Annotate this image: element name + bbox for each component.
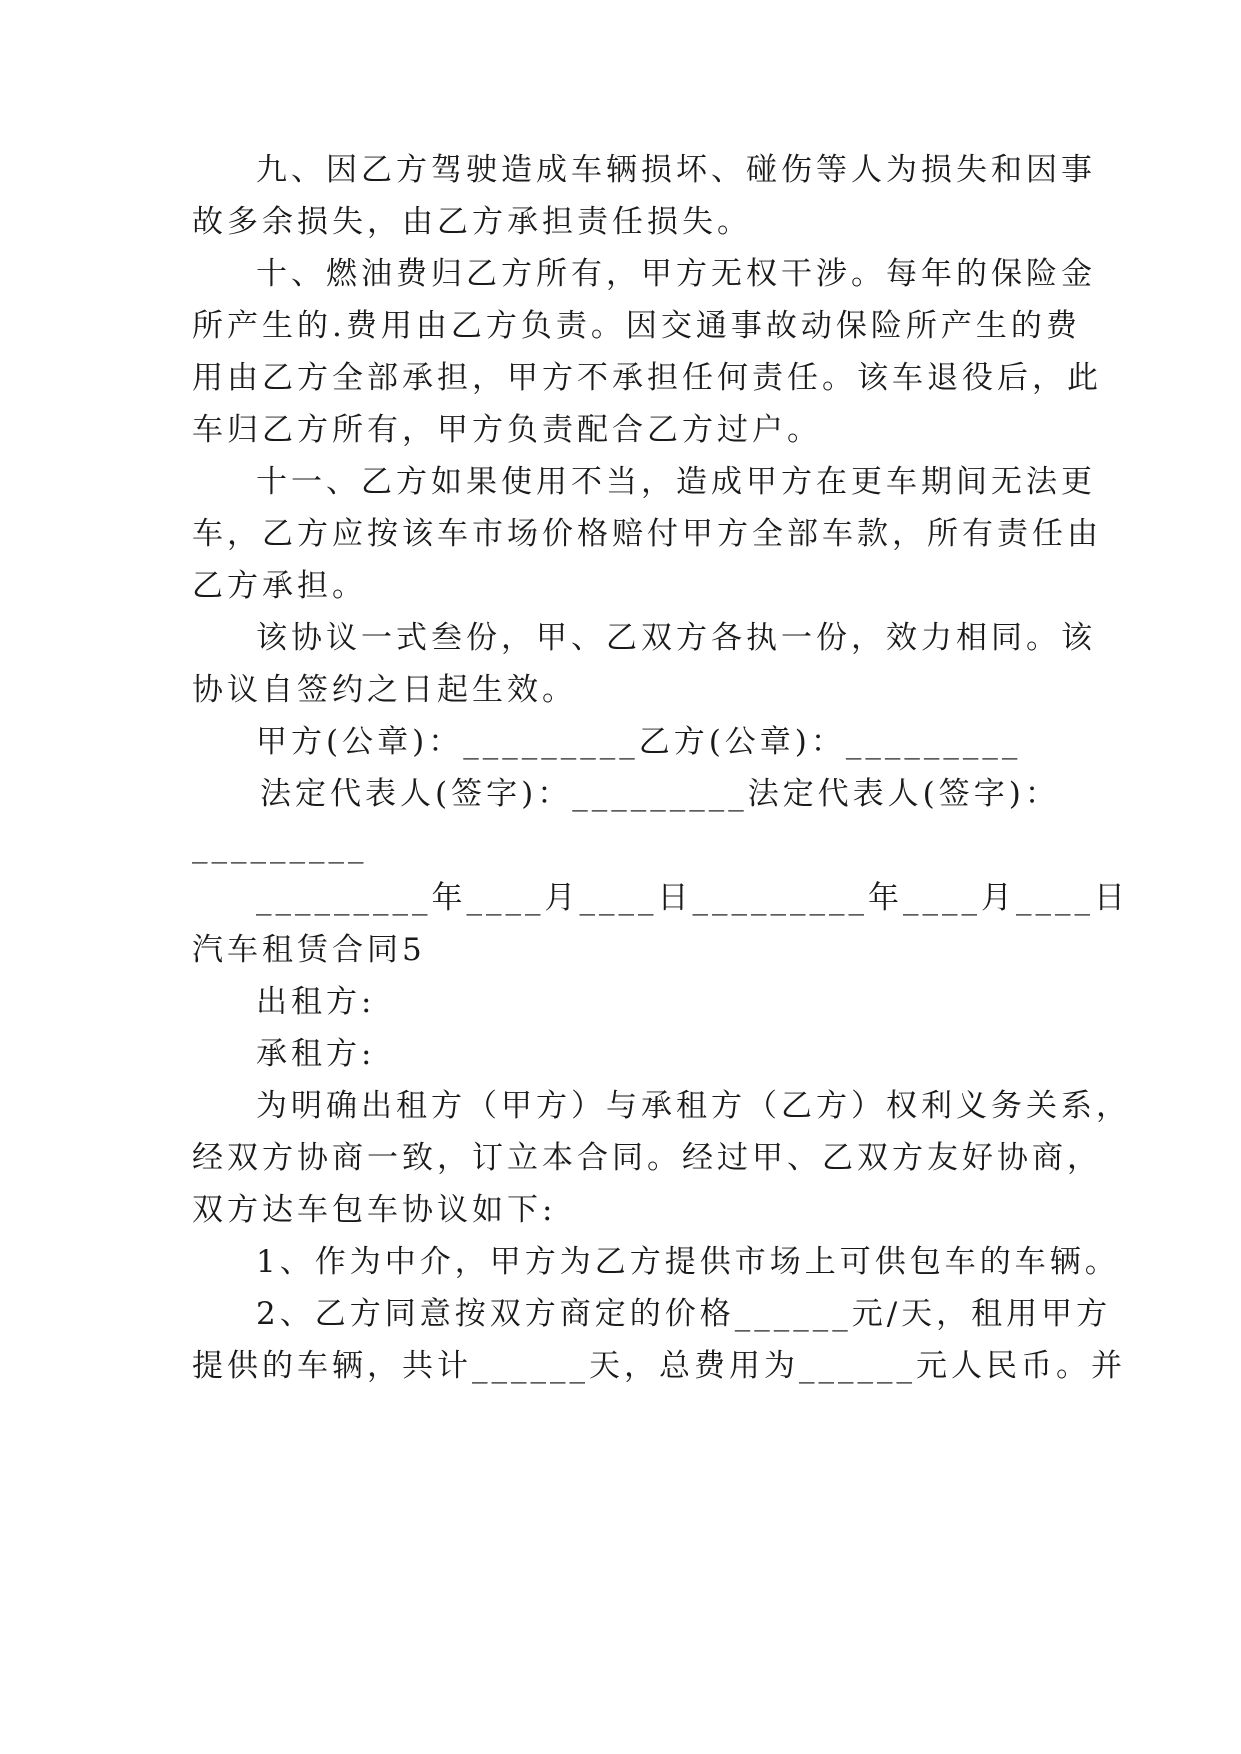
- clause-9-line-1: 九、因乙方驾驶造成车辆损坏、碰伤等人为损失和因事: [256, 152, 1096, 188]
- preamble-line-3: 双方达车包车协议如下:: [192, 1192, 557, 1228]
- clause-10-line-1: 十、燃油费归乙方所有，甲方无权干涉。每年的保险金: [256, 256, 1096, 292]
- lessee-line: 承租方:: [256, 1036, 376, 1072]
- clause-10-line-3: 用由乙方全部承担，甲方不承担任何责任。该车退役后，此: [192, 360, 1102, 396]
- clause-10-line-2: 所产生的.费用由乙方负责。因交通事故动保险所产生的费: [192, 308, 1081, 344]
- clause-11-line-1: 十一、乙方如果使用不当，造成甲方在更车期间无法更: [256, 464, 1096, 500]
- preamble-line-1: 为明确出租方（甲方）与承租方（乙方）权利义务关系，: [256, 1088, 1131, 1124]
- clause-11-line-2: 车，乙方应按该车市场价格赔付甲方全部车款，所有责任由: [192, 516, 1102, 552]
- contract-heading: 汽车租赁合同5: [192, 932, 426, 968]
- term-2-line-1: 2、乙方同意按双方商定的价格______元/天，租用甲方: [256, 1296, 1112, 1332]
- agreement-copies-line-2: 协议自签约之日起生效。: [192, 672, 577, 708]
- preamble-line-2: 经双方协商一致，订立本合同。经过甲、乙双方友好协商，: [192, 1140, 1102, 1176]
- agreement-copies-line-1: 该协议一式叁份，甲、乙双方各执一份，效力相同。该: [256, 620, 1096, 656]
- signature-blank-line: _________: [192, 828, 368, 864]
- party-seal-line: 甲方(公章)：_________乙方(公章)：_________: [256, 724, 1022, 760]
- term-2-line-2: 提供的车辆，共计______天，总费用为______元人民币。并: [192, 1348, 1126, 1384]
- clause-10-line-4: 车归乙方所有，甲方负责配合乙方过户。: [192, 412, 822, 448]
- clause-11-line-3: 乙方承担。: [192, 568, 367, 604]
- date-line: _________年____月____日_________年____月____日: [256, 880, 1129, 916]
- term-1-line: 1、作为中介，甲方为乙方提供市场上可供包车的车辆。: [256, 1244, 1120, 1280]
- clause-9-line-2: 故多余损失，由乙方承担责任损失。: [192, 204, 752, 240]
- legal-representative-line: 法定代表人(签字)：_________法定代表人(签字)：: [260, 776, 1060, 812]
- lessor-line: 出租方:: [256, 984, 376, 1020]
